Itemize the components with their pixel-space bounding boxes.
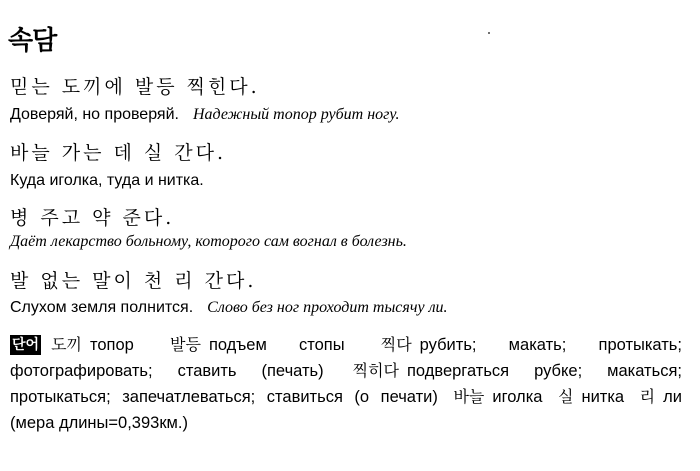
vocab-meaning: подъем стопы (208, 336, 345, 354)
proverb-korean: 믿는 도끼에 발등 찍힌다. (10, 76, 260, 98)
vocab-meaning: подвергаться рубке; макаться; протыкаться; запечатлеваться; ставиться (о печати) (10, 362, 682, 406)
proverb-equivalent: Доверяй, но проверяй. (10, 106, 179, 123)
vocab-word: 찍히다 (352, 361, 399, 380)
vocab-word: 실 (558, 387, 574, 406)
proverb-russian (10, 106, 400, 124)
vocab-word: 바늘 (453, 387, 485, 406)
speck (488, 32, 490, 34)
vocab-meaning: рубить; макать; протыкать; фотографировать; ставить (печать) (10, 336, 682, 380)
proverb-equivalent: Куда иголка, туда и нитка. (10, 172, 204, 189)
proverb-korean: 발 없는 말이 천 리 간다. (10, 270, 257, 292)
proverb-korean: 병 주고 약 준다. (10, 207, 175, 229)
proverb-russian (10, 172, 204, 190)
vocab-meaning: ли (мера длины=0,393км.) (10, 388, 682, 432)
vocab-meaning: топор (89, 336, 134, 354)
proverb-translation: Слово без ног проходит тысячу ли. (207, 299, 448, 316)
proverb-russian (10, 233, 407, 251)
proverb-korean: 바늘 가는 데 실 간다. (10, 142, 227, 164)
vocab-word: 찍다 (380, 335, 412, 354)
proverb-equivalent: Слухом земля полнится. (10, 299, 194, 316)
vocab-meaning: иголка (492, 388, 543, 406)
proverb-translation: Надежный топор рубит ногу. (192, 106, 400, 123)
section-heading: 속담 (8, 26, 57, 56)
vocab-word: 도끼 (51, 335, 82, 354)
proverb-russian (10, 299, 448, 317)
vocab-word: 발등 (170, 335, 201, 354)
vocab-meaning: нитка (581, 388, 625, 406)
vocabulary-badge: 단어 (12, 337, 40, 353)
vocabulary-gloss (10, 332, 682, 436)
vocab-word: 리 (639, 387, 656, 406)
proverb-translation: Даёт лекарство больному, которого сам вогнал в болезнь. (10, 233, 407, 250)
